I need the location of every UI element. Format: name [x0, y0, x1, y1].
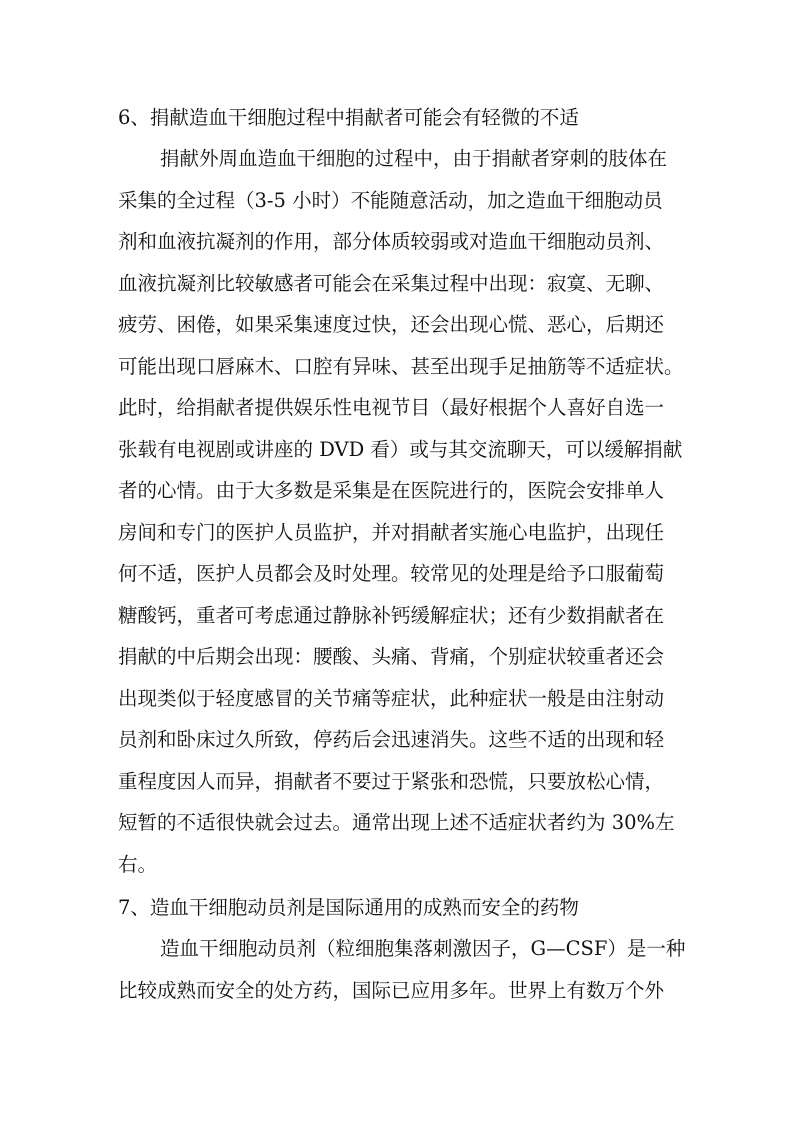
- paragraph-line: 比较成熟而安全的处方药，国际已应用多年。世界上有数万个外: [118, 979, 665, 1002]
- paragraph-line: 剂和血液抗凝剂的作用，部分体质较弱或对造血干细胞动员剂、: [118, 230, 665, 253]
- paragraph-line: 房间和专门的医护人员监护，并对捐献者实施心电监护，出现任: [118, 521, 665, 544]
- paragraph-line: 血液抗凝剂比较敏感者可能会在采集过程中出现：寂寞、无聊、: [118, 272, 665, 295]
- paragraph-line: 捐献外周血造血干细胞的过程中，由于捐献者穿刺的肢体在: [160, 147, 668, 170]
- section-7-heading: 7、造血干细胞动员剂是国际通用的成熟而安全的药物: [118, 896, 579, 919]
- paragraph-line: 短暂的不适很快就会过去。通常出现上述不适症状者约为 30%左: [118, 811, 675, 834]
- paragraph-line: 此时，给捐献者提供娱乐性电视节目（最好根据个人喜好自选一: [118, 396, 665, 419]
- paragraph-line: 采集的全过程（3-5 小时）不能随意活动，加之造血干细胞动员: [118, 189, 663, 212]
- paragraph-line: 造血干细胞动员剂（粒细胞集落刺激因子，G—CSF）是一种: [160, 937, 686, 960]
- paragraph-line: 可能出现口唇麻木、口腔有异味、甚至出现手足抽筋等不适症状。: [118, 355, 684, 378]
- paragraph-line: 捐献的中后期会出现：腰酸、头痛、背痛，个别症状较重者还会: [118, 645, 665, 668]
- paragraph-line: 出现类似于轻度感冒的关节痛等症状，此种症状一般是由注射动: [118, 687, 665, 710]
- paragraph-line: 右。: [118, 853, 158, 876]
- paragraph-line: 疲劳、困倦，如果采集速度过快，还会出现心慌、恶心，后期还: [118, 313, 665, 336]
- paragraph-line: 何不适，医护人员都会及时处理。较常见的处理是给予口服葡萄: [118, 562, 665, 585]
- paragraph-line: 者的心情。由于大多数是采集是在医院进行的，医院会安排单人: [118, 479, 665, 502]
- paragraph-line: 员剂和卧床过久所致，停药后会迅速消失。这些不适的出现和轻: [118, 728, 665, 751]
- section-6-heading: 6、捐献造血干细胞过程中捐献者可能会有轻微的不适: [118, 106, 579, 129]
- paragraph-line: 重程度因人而异，捐献者不要过于紧张和恐慌，只要放松心情，: [118, 770, 665, 793]
- paragraph-line: 糖酸钙，重者可考虑通过静脉补钙缓解症状；还有少数捐献者在: [118, 604, 665, 627]
- paragraph-line: 张载有电视剧或讲座的 DVD 看）或与其交流聊天，可以缓解捐献: [118, 438, 683, 461]
